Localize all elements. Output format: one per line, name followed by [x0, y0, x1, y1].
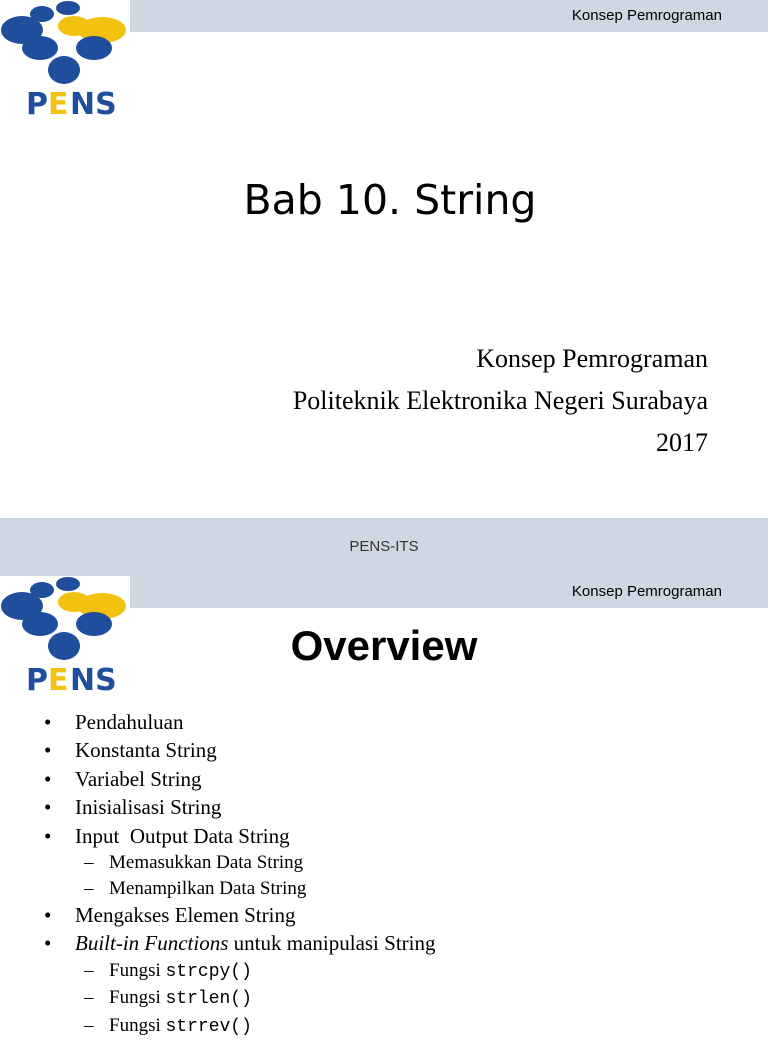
svg-text:P: P [26, 87, 48, 122]
sub-list-item: – Memasukkan Data String [44, 850, 435, 876]
list-item: • Mengakses Elemen String [44, 901, 435, 929]
subtitle-year: 2017 [656, 428, 708, 457]
subtitle-institution: Politeknik Elektronika Negeri Surabaya [292, 386, 708, 415]
svg-text:E: E [48, 87, 69, 122]
slide-title: Bab 10. String [243, 176, 537, 224]
footer-bar [0, 518, 768, 576]
footer-label: PENS-ITS [349, 538, 419, 555]
list-item: • Built-in Functions untuk manipulasi String [44, 929, 435, 957]
header-bar [130, 576, 768, 608]
overview-slide [0, 576, 768, 1037]
list-item: • Input Output Data String [44, 822, 435, 850]
header-course-label: Konsep Pemrograman [571, 583, 722, 600]
list-item: • Inisialisasi String [44, 793, 435, 821]
header-bar [130, 0, 768, 32]
list-item: • Variabel String [44, 765, 435, 793]
header-course-label: Konsep Pemrograman [571, 7, 722, 24]
subtitle-block [293, 338, 708, 464]
overview-list [44, 708, 435, 1040]
svg-text:E: E [48, 663, 69, 698]
sub-list-item: – Fungsi strcpy() [44, 958, 435, 986]
sub-list-item: – Fungsi strrev() [44, 1013, 435, 1040]
sub-list-item: – Menampilkan Data String [44, 876, 435, 902]
svg-text:P: P [26, 663, 48, 698]
slide-title: Overview [290, 622, 478, 669]
list-item: • Konstanta String [44, 736, 435, 764]
pens-logo [0, 0, 130, 120]
list-item: • Pendahuluan [44, 708, 435, 736]
subtitle-course: Konsep Pemrograman [476, 344, 708, 373]
svg-text:NS: NS [70, 663, 117, 698]
svg-text:NS: NS [70, 87, 117, 122]
sub-list-item: – Fungsi strlen() [44, 985, 435, 1013]
